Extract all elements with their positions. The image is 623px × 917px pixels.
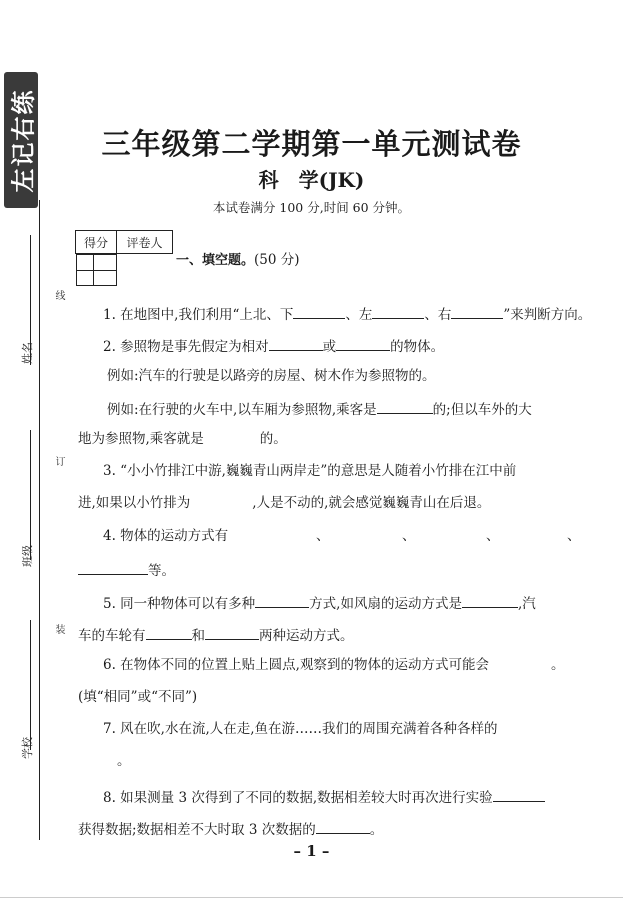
ex2-text-b: 的;但以车外的大	[432, 402, 532, 418]
q4-sep-2: 、	[402, 528, 416, 544]
question-3-cont	[78, 493, 490, 513]
q8-cont-text: 获得数据;数据相差不大时取 3 次数据的	[78, 822, 316, 838]
question-1	[103, 302, 591, 325]
q5-blank-3[interactable]	[146, 623, 192, 640]
q4-blank[interactable]	[78, 558, 148, 575]
q6-text-b: 。	[550, 657, 565, 673]
grader-cell[interactable]	[93, 255, 116, 286]
school-field-line[interactable]	[30, 620, 31, 750]
score-table	[75, 230, 173, 275]
score-cell[interactable]	[76, 255, 93, 286]
q2-blank-1[interactable]	[269, 334, 323, 351]
q4-cont-text: 等。	[148, 563, 175, 579]
binding-mark-seal: 线	[53, 290, 64, 300]
q5-blank-4[interactable]	[205, 623, 259, 640]
q5-cont-text-c: 两种运动方式。	[259, 628, 354, 644]
page-number: – 1 –	[293, 842, 330, 860]
q3-cont-text-b: ,人是不动的,就会感觉巍巍青山在后退。	[252, 495, 491, 511]
grader-header: 评卷人	[117, 231, 173, 254]
brand-text: 左记右练	[9, 88, 38, 192]
question-6	[103, 655, 564, 675]
question-8-cont	[78, 817, 383, 840]
q1-text: 1. 在地图中,我们利用“上北、下	[103, 307, 294, 323]
score-header: 得分	[76, 231, 117, 254]
q4-sep-1: 、	[316, 528, 330, 544]
q1-text-d: ”来判断方向。	[503, 307, 592, 323]
question-4-cont	[78, 558, 175, 581]
q2-text-c: 的物体。	[390, 339, 445, 355]
question-2	[103, 334, 444, 357]
question-5-cont	[78, 623, 354, 646]
q1-text-b: 、左	[345, 307, 373, 323]
q4-sep-4: 、	[567, 528, 581, 544]
q5-text-b: 方式,如风扇的运动方式是	[309, 596, 462, 612]
q4-sep-3: 、	[486, 528, 500, 544]
question-7: 7. 风在吹,水在流,人在走,鱼在游……我们的周围充满着各种各样的	[103, 721, 498, 737]
question-4	[103, 526, 581, 546]
q5-cont-text: 车的车轮有	[78, 628, 146, 644]
subject-title: 科 学(JK)	[258, 168, 365, 192]
q8-blank-1[interactable]	[493, 785, 545, 802]
question-3: 3. “小小竹排江中游,巍巍青山两岸走”的意思是人随着小竹排在江中前	[103, 463, 517, 479]
question-6-cont: (填“相同”或“不同”)	[78, 689, 198, 705]
q1-blank-3[interactable]	[451, 302, 503, 319]
q4-text: 4. 物体的运动方式有	[103, 528, 229, 544]
binding-mark-mark2: 装	[53, 624, 64, 634]
q5-blank-2[interactable]	[462, 591, 518, 608]
q2-blank-2[interactable]	[336, 334, 390, 351]
q3-cont-text: 进,如果以小竹排为	[78, 495, 191, 511]
name-field-label: 姓名	[21, 342, 34, 364]
q8-text: 8. 如果测量 3 次得到了不同的数据,数据相差较大时再次进行实验	[103, 790, 493, 806]
binding-line	[39, 200, 40, 840]
example-2-cont	[78, 429, 287, 449]
section-title: 一、填空题。	[176, 253, 255, 268]
page-title: 三年级第二学期第一单元测试卷	[101, 127, 522, 161]
class-field-label: 班级	[21, 545, 34, 567]
q2-text: 2. 参照物是事先假定为相对	[103, 339, 269, 355]
q1-blank-1[interactable]	[293, 302, 345, 319]
q2-text-b: 或	[322, 339, 337, 355]
q5-text-c: ,汽	[517, 596, 536, 612]
question-5	[103, 591, 536, 614]
question-8	[103, 785, 545, 808]
class-field-line[interactable]	[30, 430, 31, 560]
school-field-label: 学校	[21, 737, 34, 759]
name-field-line[interactable]	[30, 235, 31, 365]
ex2-cont-text: 地为参照物,乘客就是	[78, 431, 204, 447]
q8-cont-text-b: 。	[369, 822, 384, 838]
bottom-rule	[0, 897, 623, 898]
ex2-cont-text-b: 的。	[259, 431, 287, 447]
binding-mark-mark: 订	[53, 456, 64, 466]
example-1: 例如:汽车的行驶是以路旁的房屋、树木作为参照物的。	[107, 368, 436, 384]
q1-blank-2[interactable]	[372, 302, 424, 319]
example-2	[107, 397, 532, 420]
q5-blank-1[interactable]	[255, 591, 309, 608]
q8-blank-2[interactable]	[316, 817, 370, 834]
question-7-cont: 。	[117, 753, 131, 769]
ex2-blank[interactable]	[377, 397, 433, 414]
q6-text: 6. 在物体不同的位置上贴上圆点,观察到的物体的运动方式可能会	[103, 657, 489, 673]
q1-text-c: 、右	[424, 307, 452, 323]
exam-note: 本试卷满分 100 分,时间 60 分钟。	[212, 200, 411, 215]
q5-text: 5. 同一种物体可以有多种	[103, 596, 256, 612]
ex2-text: 例如:在行驶的火车中,以车厢为参照物,乘客是	[107, 402, 377, 418]
section-heading	[176, 248, 300, 268]
section-points: (50 分)	[254, 252, 300, 268]
q5-cont-text-b: 和	[191, 628, 205, 644]
